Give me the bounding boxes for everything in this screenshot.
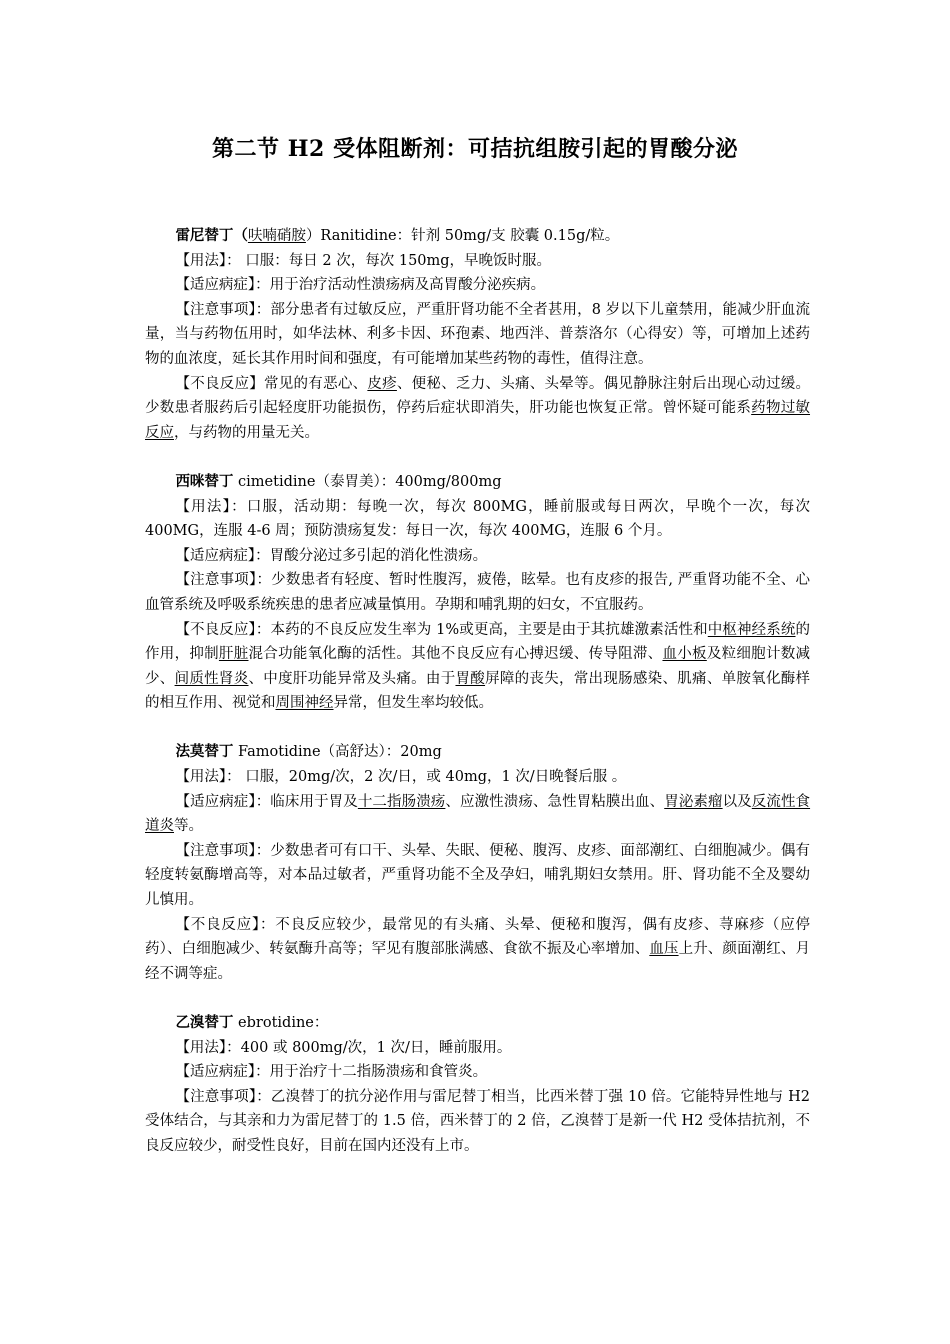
famotidine-caution: 【注意事项】：少数患者可有口干、头晕、失眠、便秘、腹泻、皮疹、面部潮红、白细胞减少。偶有轻度转氨酶增高等，对本品过敏者，严重肾功能不全及孕妇，哺乳期妇女禁用。肝、肾功能不全及婴幼儿慎用。 [145,842,810,909]
ebrotidine-heading [145,1011,810,1036]
cimetidine-usage: 【用法】：口服，活动期：每晚一次，每次 800MG，睡前服或每日两次，早晚个一次，每次 400MG，连服 4-6 周；预防溃疡复发：每日一次，每次 400MG，连服 6 个月。 [145,498,810,540]
rash-link[interactable]: 皮疹 [367,375,397,392]
cimetidine-dosage: cimetidine（泰胃美）：400mg/800mg [233,473,502,490]
indication-text: 【适应病症】：临床用于胃及 [175,793,358,810]
cimetidine-adverse [145,618,810,716]
ranitidine-name: 雷尼替丁（ [175,227,248,244]
liver-link[interactable]: 肝脏 [218,646,249,663]
ebrotidine-usage: 【用法】：400 或 800mg/次，1 次/日，睡前服用。 [175,1039,512,1056]
interstitial-nephritis-link[interactable]: 间质性肾炎 [174,670,249,687]
blood-pressure-link[interactable]: 血压 [649,941,679,958]
adverse-text: 、便秘、乏力、头痛、头晕等。偶见静脉注射后出现心动过缓。少数患者服药后引起轻度肝功能损伤，停药后症状即消失，肝功能也恢复正常。曾怀疑可能系 [145,375,811,417]
famotidine-adverse [145,913,810,987]
drug-allergy-link[interactable]: 药物过敏反应 [145,400,811,441]
adverse-text: 【不良反应】：不良反应较少，最常见的有头痛、头晕、便秘和腹泻，偶有皮疹、荨麻疹（应停药）、白细胞减少、转氨酶升高等；罕见有腹部胀满感、食欲不振及心率增加、 [145,916,810,958]
document-body [145,224,810,1159]
ranitidine-indication: 【适应病症】：用于治疗活动性溃疡病及高胃酸分泌疾病。 [175,277,546,294]
ranitidine-alias-link[interactable]: 呋喃硝胺 [247,228,306,244]
ebrotidine-indication: 【适应病症】：用于治疗十二指肠溃疡和食管炎。 [175,1064,488,1081]
ebrotidine-dosage: ebrotidine： [233,1015,329,1031]
ranitidine-caution: 【注意事项】：部分患者有过敏反应，严重肝肾功能不全者甚用，8 岁以下儿童禁用，能减少肝血流量，当与药物伍用时，如华法林、利多卡因、环孢素、地西泮、普萘洛尔（心得安）等，可增加上述药物的血浓度，延长其作用时间和强度，有可能增加某些药物的毒性，值得注意。 [145,301,810,367]
adverse-text: 屏障的丧失，常出现肠感染、肌痛、单胺氧化酶样的相互作用、视觉和 [145,670,811,712]
indication-text: 、应激性溃疡、急性胃粘膜出血、 [445,793,665,810]
cimetidine-caution: 【注意事项】：少数患者有轻度、暂时性腹泻，疲倦，眩晕。也有皮疹的报告, 严重肾功能不全、心血管系统及呼吸系统疾患的患者应减量慎用。孕期和哺乳期的妇女，不宜服药。 [145,572,810,613]
indication-text: 以及 [722,793,752,810]
cimetidine-indication: 【适应病症】：胃酸分泌过多引起的消化性溃疡。 [175,547,488,564]
indication-text: 等。 [174,818,203,835]
adverse-text: 的作用，抑制 [145,621,811,663]
cimetidine-heading [145,470,810,495]
adverse-text: 混合功能氧化酶的活性。其他不良反应有心搏迟缓、传导阻滞、 [248,646,663,663]
famotidine-indication [145,790,810,839]
adverse-text: ，与药物的用量无关。 [174,424,319,441]
ranitidine-usage: 【用法】： 口服：每日 2 次，每次 150mg，早晚饭时服。 [175,252,552,269]
famotidine-dosage: Famotidine（高舒达）：20mg [233,744,442,761]
adverse-text: 及粒细胞计数减少、 [145,646,811,687]
famotidine-name: 法莫替丁 [175,743,234,761]
platelet-link[interactable]: 血小板 [662,646,707,663]
ebrotidine-caution: 【注意事项】：乙溴替丁的抗分泌作用与雷尼替丁相当，比西米替丁强 10 倍。它能特异性地与 H2 受体结合，与其亲和力为雷尼替丁的 1.5 倍，西米替丁的 2 倍，乙溴替丁是新一代 H2 受体拮抗剂，不良反应较少，耐受性良好，目前在国内还没有上市。 [145,1088,810,1154]
page-title: 第二节 H2 受体阻断剂：可拮抗组胺引起的胃酸分泌 [212,136,738,162]
ranitidine-adverse [145,372,810,446]
peripheral-nerve-link[interactable]: 周围神经 [275,695,334,712]
gastrinoma-link[interactable]: 胃泌素瘤 [664,793,723,810]
ranitidine-heading [145,224,810,249]
adverse-text: 【不良反应】常见的有恶心、 [175,375,368,392]
duodenal-ulcer-link[interactable]: 十二指肠溃疡 [357,793,446,810]
adverse-text: 【不良反应】：本药的不良反应发生率为 1%或更高，主要是由于其抗雄激素活性和 [175,621,708,638]
cimetidine-name: 西咪替丁 [175,472,234,490]
adverse-text: 异常，但发生率均较低。 [333,695,493,712]
famotidine-usage: 【用法】： 口服，20mg/次，2 次/日，或 40mg，1 次/日晚餐后服 。 [175,769,627,786]
cns-link[interactable]: 中枢神经系统 [707,621,796,638]
famotidine-heading [145,740,810,765]
ebrotidine-name: 乙溴替丁 [175,1014,234,1031]
gastric-acid-link[interactable]: 胃酸 [455,670,486,687]
adverse-text: 、中度肝功能异常及头痛。由于 [248,670,456,687]
ranitidine-dosage: ）Ranitidine：针剂 50mg/支 胶囊 0.15g/粒。 [305,228,620,244]
adverse-text: 上升、颜面潮红、月经不调等症。 [145,941,811,982]
reflux-esophagitis-link[interactable]: 反流性食道炎 [145,793,811,835]
